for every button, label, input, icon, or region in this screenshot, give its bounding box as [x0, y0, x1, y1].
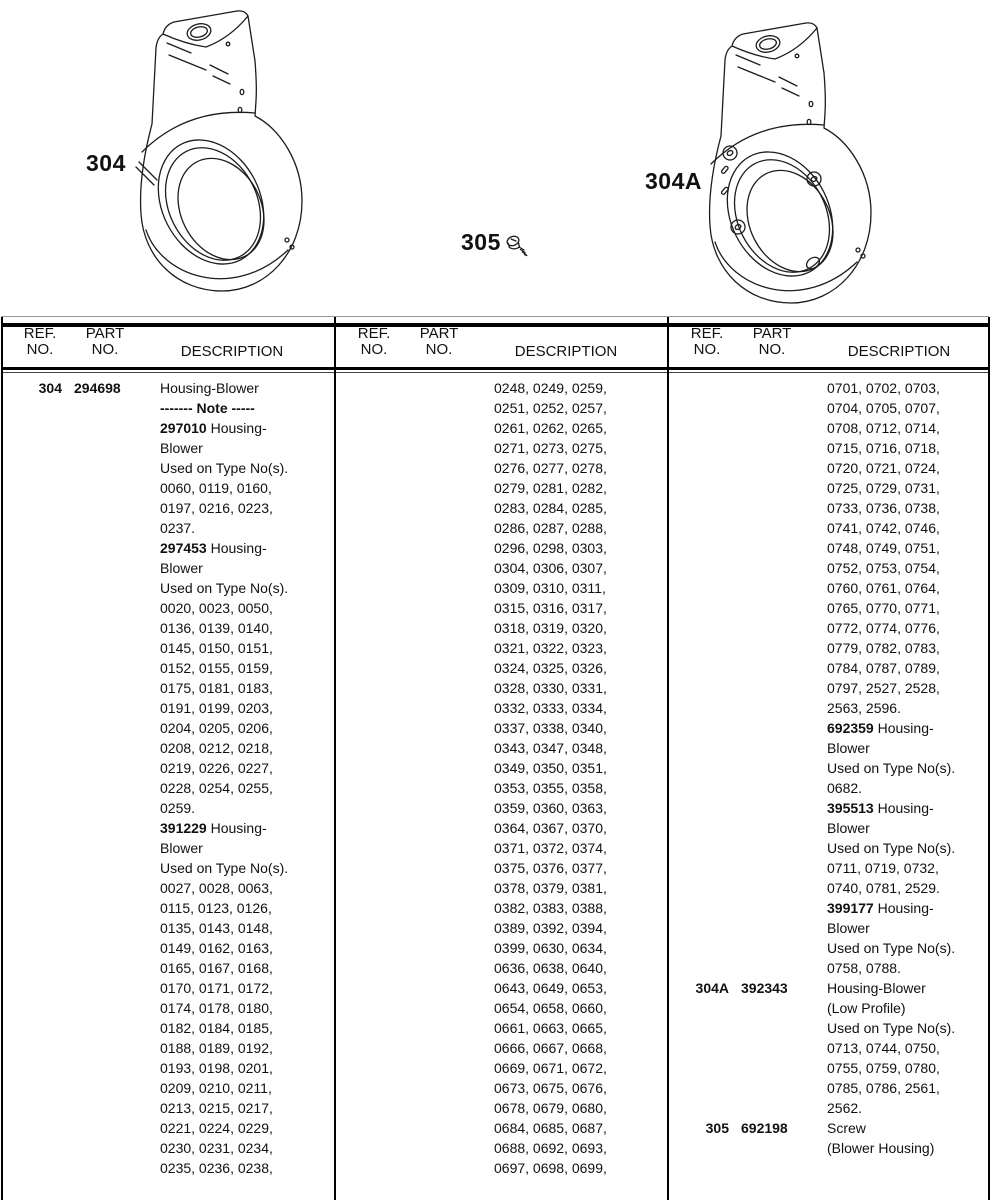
description-line: 0661, 0663, 0665, — [494, 1020, 607, 1036]
description-line: 0149, 0162, 0163, — [160, 940, 273, 956]
description-header: DESCRIPTION — [180, 343, 284, 360]
description-line: Blower — [160, 560, 203, 576]
description-line: 0237. — [160, 520, 196, 536]
ref-no — [679, 378, 729, 978]
description-line: 0115, 0123, 0126, — [160, 900, 272, 916]
description-line: Blower — [827, 740, 870, 756]
description-line: 0636, 0638, 0640, — [494, 960, 607, 976]
ref-header-line1: REF. — [357, 325, 391, 342]
table-row — [679, 1118, 988, 1158]
description — [494, 378, 667, 1178]
description-line: 0188, 0189, 0192, — [160, 1040, 273, 1056]
blower-housing-304a-drawing — [702, 16, 882, 306]
description-line: 0673, 0675, 0676, — [494, 1080, 607, 1096]
description-line: 0328, 0330, 0331, — [494, 680, 607, 696]
ref-header-line1: REF. — [690, 325, 724, 342]
description-line: Housing-Blower — [827, 980, 926, 996]
description-line: 0682. — [827, 780, 863, 796]
ref-header-line2: NO. — [26, 341, 54, 358]
description-line: Used on Type No(s). — [827, 760, 956, 776]
description-line: 0375, 0376, 0377, — [494, 860, 607, 876]
table-right-border — [988, 317, 990, 1200]
ref-no-header — [350, 326, 398, 358]
description-line: (Blower Housing) — [827, 1140, 935, 1156]
description-line: 0713, 0744, 0750, — [827, 1040, 940, 1056]
table-column-1 — [2, 317, 334, 1200]
description-line: 0248, 0249, 0259, — [494, 380, 607, 396]
description-line: 0304, 0306, 0307, — [494, 560, 607, 576]
description-line: 297010 Housing- — [160, 420, 267, 436]
table-column-3 — [669, 317, 988, 1200]
description-line: 0720, 0721, 0724, — [827, 460, 940, 476]
part-no — [741, 378, 815, 978]
description-line: 0230, 0231, 0234, — [160, 1140, 273, 1156]
description-line: 0259. — [160, 800, 196, 816]
description-line: 0271, 0273, 0275, — [494, 440, 607, 456]
ref-header-line2: NO. — [693, 341, 721, 358]
ref-no-header — [16, 326, 64, 358]
description-line: 0170, 0171, 0172, — [160, 980, 273, 996]
description-line: 0359, 0360, 0363, — [494, 800, 607, 816]
description-line: 0669, 0671, 0672, — [494, 1060, 607, 1076]
part-no-header — [76, 326, 134, 358]
description-line: 0678, 0679, 0680, — [494, 1100, 607, 1116]
description-line: 0175, 0181, 0183, — [160, 680, 273, 696]
description-line: 0765, 0770, 0771, — [827, 600, 940, 616]
part-header-line2: NO. — [91, 341, 119, 358]
description-line: 0209, 0210, 0211, — [160, 1080, 272, 1096]
description — [827, 378, 988, 978]
description-line: Blower — [160, 440, 203, 456]
description-line: 0371, 0372, 0374, — [494, 840, 607, 856]
table-row — [12, 378, 334, 1178]
ref-header-line1: REF. — [23, 325, 57, 342]
description-line: 0221, 0224, 0229, — [160, 1120, 273, 1136]
description-line: Screw — [827, 1120, 866, 1136]
description-line: 0321, 0322, 0323, — [494, 640, 607, 656]
description — [827, 1118, 988, 1158]
description-header: DESCRIPTION — [514, 343, 618, 360]
description-line: 0666, 0667, 0668, — [494, 1040, 607, 1056]
description-line: 0027, 0028, 0063, — [160, 880, 273, 896]
part-no: 392343 — [741, 980, 788, 996]
description-line: 0174, 0178, 0180, — [160, 1000, 273, 1016]
part-no-header — [410, 326, 468, 358]
description-line: 0283, 0284, 0285, — [494, 500, 607, 516]
description-line: 0193, 0198, 0201, — [160, 1060, 273, 1076]
ref-no: 304A — [695, 980, 729, 996]
description-line: 0688, 0692, 0693, — [494, 1140, 607, 1156]
description-line: Used on Type No(s). — [160, 580, 289, 596]
description-line: 0251, 0252, 0257, — [494, 400, 607, 416]
description-line: 297453 Housing- — [160, 540, 267, 556]
description-line: Used on Type No(s). — [160, 860, 289, 876]
ref-no: 305 — [705, 1120, 729, 1136]
table-row — [346, 378, 667, 1178]
description-line: 0733, 0736, 0738, — [827, 500, 940, 516]
figure-label-304: 304 — [86, 150, 126, 176]
description-line: 0684, 0685, 0687, — [494, 1120, 607, 1136]
description-line: 399177 Housing- — [827, 900, 934, 916]
part-header-line1: PART — [419, 325, 459, 342]
description-line: Blower — [160, 840, 203, 856]
description-line: 0315, 0316, 0317, — [494, 600, 607, 616]
description-line: 0324, 0325, 0326, — [494, 660, 607, 676]
description-line: 0740, 0781, 2529. — [827, 880, 940, 896]
column-2-body — [336, 378, 667, 1178]
description-line: 0279, 0281, 0282, — [494, 480, 607, 496]
description-line: 0704, 0705, 0707, — [827, 400, 940, 416]
screw-305-drawing — [505, 233, 531, 259]
description-line: 0286, 0287, 0288, — [494, 520, 607, 536]
description-line: 0228, 0254, 0255, — [160, 780, 273, 796]
description-line: 0136, 0139, 0140, — [160, 620, 273, 636]
description-line: 0752, 0753, 0754, — [827, 560, 940, 576]
description-line: Used on Type No(s). — [827, 1020, 956, 1036]
description-line: 0204, 0205, 0206, — [160, 720, 273, 736]
description-line: 0349, 0350, 0351, — [494, 760, 607, 776]
description-line: 391229 Housing- — [160, 820, 267, 836]
description-line: 0779, 0782, 0783, — [827, 640, 940, 656]
description-line: Housing-Blower — [160, 380, 259, 396]
description-line: 0758, 0788. — [827, 960, 901, 976]
description-line: 0364, 0367, 0370, — [494, 820, 607, 836]
description-line: 0755, 0759, 0780, — [827, 1060, 940, 1076]
description-line: 0197, 0216, 0223, — [160, 500, 273, 516]
table-row — [679, 978, 988, 1118]
description-line: 0715, 0716, 0718, — [827, 440, 940, 456]
description-line: 0152, 0155, 0159, — [160, 660, 273, 676]
description-line: 0182, 0184, 0185, — [160, 1020, 273, 1036]
description-line: 395513 Housing- — [827, 800, 934, 816]
description-line: 2562. — [827, 1100, 863, 1116]
description-line: 0020, 0023, 0050, — [160, 600, 273, 616]
description-line: Used on Type No(s). — [827, 840, 956, 856]
description-line: (Low Profile) — [827, 1000, 906, 1016]
description — [160, 378, 334, 1178]
description-line: 0145, 0150, 0151, — [160, 640, 273, 656]
description-line: 0318, 0319, 0320, — [494, 620, 607, 636]
description-line: 0797, 2527, 2528, — [827, 680, 940, 696]
part-header-line1: PART — [85, 325, 125, 342]
description-line: 0261, 0262, 0265, — [494, 420, 607, 436]
column-1-body — [2, 378, 334, 1178]
ref-no-header — [683, 326, 731, 358]
description-line: 0697, 0698, 0699, — [494, 1160, 607, 1176]
part-no-header — [743, 326, 801, 358]
description-line: 0378, 0379, 0381, — [494, 880, 607, 896]
description-line: 0135, 0143, 0148, — [160, 920, 273, 936]
description-line: Blower — [827, 820, 870, 836]
description-line: Used on Type No(s). — [160, 460, 289, 476]
description-line: 0332, 0333, 0334, — [494, 700, 607, 716]
ref-no — [346, 378, 396, 1178]
description-line: 0748, 0749, 0751, — [827, 540, 940, 556]
description-line: 0643, 0649, 0653, — [494, 980, 607, 996]
description-header: DESCRIPTION — [847, 343, 951, 360]
blower-housing-304-drawing — [133, 4, 313, 294]
description-line: 0389, 0392, 0394, — [494, 920, 607, 936]
table-column-2 — [336, 317, 667, 1200]
description-line: 0772, 0774, 0776, — [827, 620, 940, 636]
description-line: 0701, 0702, 0703, — [827, 380, 940, 396]
description-line: 0337, 0338, 0340, — [494, 720, 607, 736]
part-no: 692198 — [741, 1120, 788, 1136]
description-line: 0060, 0119, 0160, — [160, 480, 272, 496]
description-line: 692359 Housing- — [827, 720, 934, 736]
part-header-line2: NO. — [425, 341, 453, 358]
description-line: 0343, 0347, 0348, — [494, 740, 607, 756]
description-line: ------- Note ----- — [160, 400, 255, 416]
description-line: 0399, 0630, 0634, — [494, 940, 607, 956]
description-line: 2563, 2596. — [827, 700, 901, 716]
description-line: 0784, 0787, 0789, — [827, 660, 940, 676]
part-no — [408, 378, 482, 1178]
description-line: 0235, 0236, 0238, — [160, 1160, 273, 1176]
description-line: 0213, 0215, 0217, — [160, 1100, 273, 1116]
description — [827, 978, 988, 1118]
description-line: 0654, 0658, 0660, — [494, 1000, 607, 1016]
description-line: 0760, 0761, 0764, — [827, 580, 940, 596]
description-line: 0785, 0786, 2561, — [827, 1080, 940, 1096]
description-line: 0711, 0719, 0732, — [827, 860, 939, 876]
description-line: 0725, 0729, 0731, — [827, 480, 940, 496]
description-line: 0219, 0226, 0227, — [160, 760, 273, 776]
description-line: 0309, 0310, 0311, — [494, 580, 606, 596]
description-line: 0382, 0383, 0388, — [494, 900, 607, 916]
part-header-line1: PART — [752, 325, 792, 342]
description-line: 0708, 0712, 0714, — [827, 420, 940, 436]
column-3-body — [669, 378, 988, 1158]
description-line: Blower — [827, 920, 870, 936]
description-line: 0353, 0355, 0358, — [494, 780, 607, 796]
ref-no: 304 — [38, 380, 62, 396]
description-line: 0296, 0298, 0303, — [494, 540, 607, 556]
description-line: 0165, 0167, 0168, — [160, 960, 273, 976]
description-line: 0276, 0277, 0278, — [494, 460, 607, 476]
description-line: Used on Type No(s). — [827, 940, 956, 956]
description-line: 0208, 0212, 0218, — [160, 740, 273, 756]
part-no: 294698 — [74, 380, 121, 396]
figure-label-305: 305 — [461, 229, 501, 255]
figure-label-304a: 304A — [645, 168, 702, 194]
ref-header-line2: NO. — [360, 341, 388, 358]
description-line: 0191, 0199, 0203, — [160, 700, 273, 716]
table-row — [679, 378, 988, 978]
description-line: 0741, 0742, 0746, — [827, 520, 940, 536]
part-header-line2: NO. — [758, 341, 786, 358]
